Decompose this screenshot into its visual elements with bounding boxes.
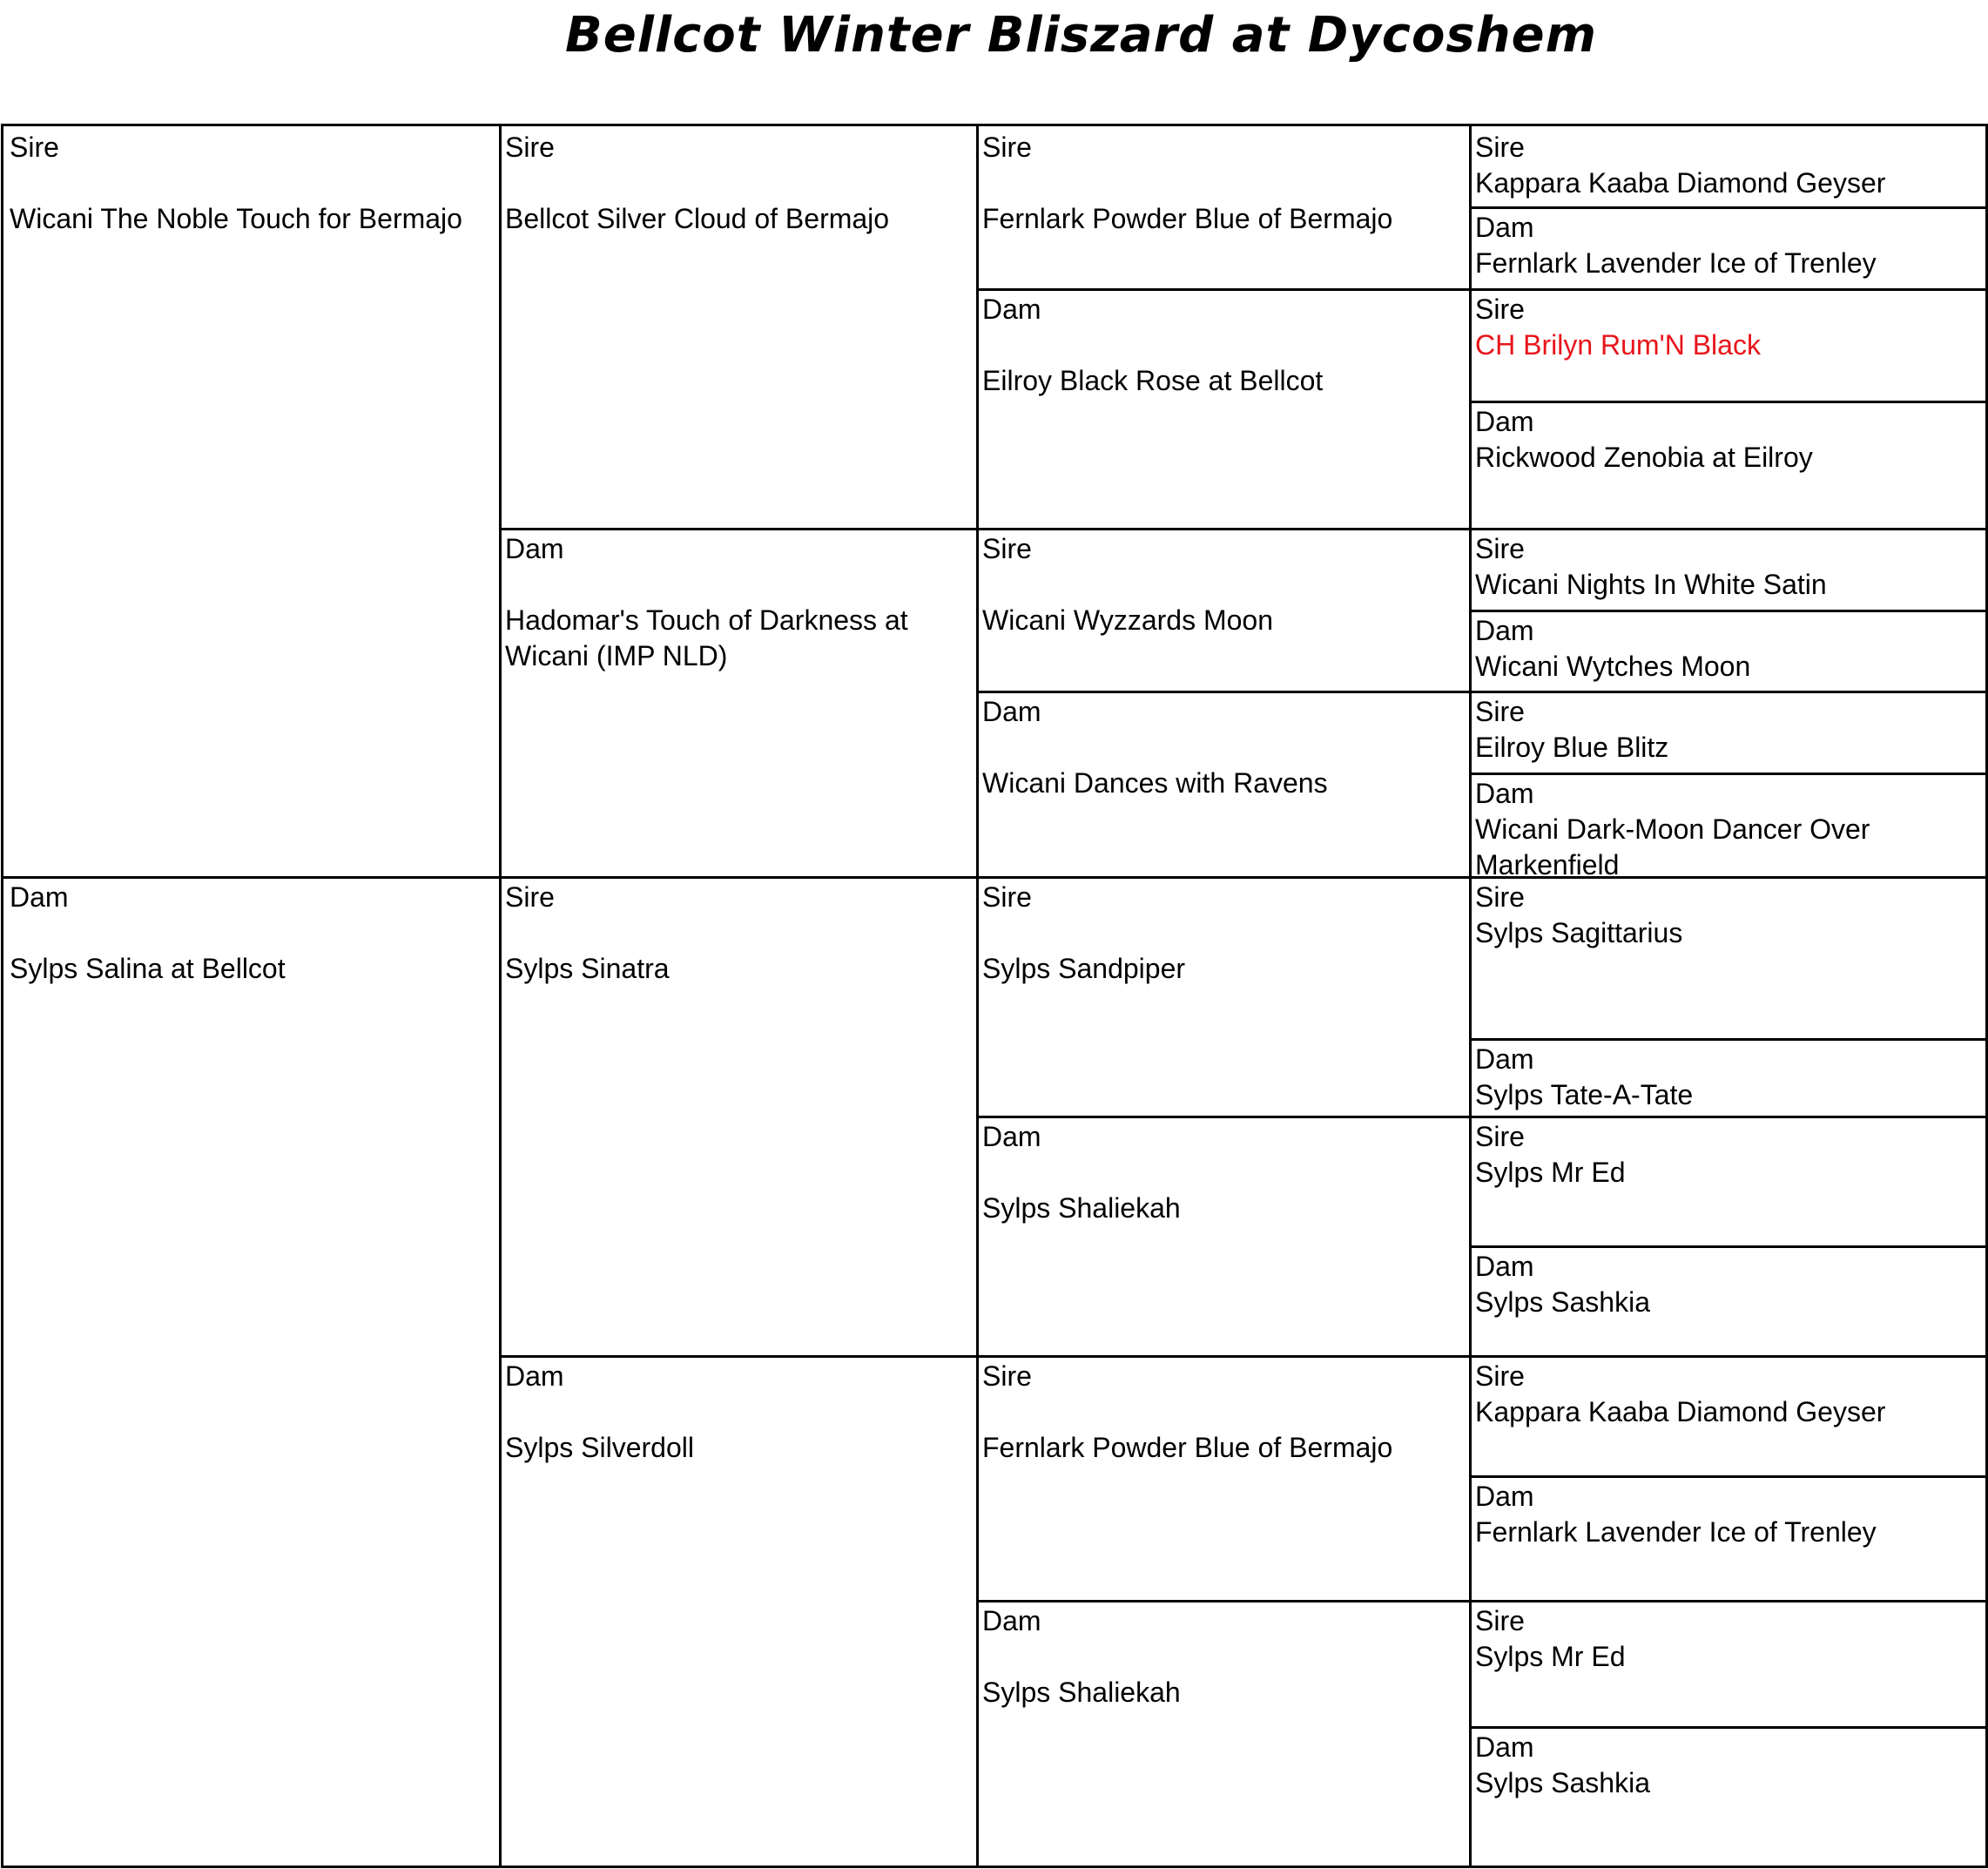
role-label: Sire: [1475, 1605, 1525, 1636]
dog-name: Sylps Salina at Bellcot: [10, 953, 286, 984]
dog-name: Sylps Sashkia: [1475, 1286, 1650, 1318]
role-label: Dam: [982, 1605, 1041, 1636]
role-label: Dam: [505, 533, 564, 564]
gen4-cell: [1469, 1038, 1988, 1118]
dog-name: Bellcot Silver Cloud of Bermajo: [505, 203, 890, 234]
role-label: Sire: [1475, 696, 1525, 727]
dog-name: Rickwood Zenobia at Eilroy: [1475, 442, 1813, 473]
role-label: Sire: [982, 533, 1032, 564]
dog-name: Sylps Mr Ed: [1475, 1641, 1626, 1672]
dog-name: Sylps Shaliekah: [982, 1677, 1181, 1708]
role-label: Sire: [1475, 881, 1525, 913]
gen4-cell: [1469, 126, 1988, 209]
dog-name: Wicani Wytches Moon: [1475, 651, 1751, 682]
role-label: Dam: [1475, 212, 1534, 243]
gen2-cell: [499, 528, 979, 879]
dog-name: Hadomar's Touch of Darkness at Wicani (IMP NLD): [505, 604, 908, 671]
gen1-sire-cell: [3, 126, 502, 879]
gen3-cell: [976, 528, 1472, 693]
gen3-cell: [976, 1116, 1472, 1358]
dog-name: Wicani The Noble Touch for Bermajo: [10, 203, 462, 234]
pedigree-table: [1, 124, 1988, 1868]
dog-name: Wicani Nights In White Satin: [1475, 569, 1827, 600]
role-label: Sire: [982, 881, 1032, 913]
role-label: Dam: [1475, 1043, 1534, 1075]
gen4-cell: [1469, 691, 1988, 775]
dog-name: Fernlark Powder Blue of Bermajo: [982, 1432, 1393, 1463]
dog-name: Fernlark Powder Blue of Bermajo: [982, 203, 1393, 234]
gen4-cell: [1469, 1245, 1988, 1358]
gen4-cell: [1469, 206, 1988, 291]
gen3-cell: [976, 1355, 1472, 1602]
gen4-cell: [1469, 528, 1988, 612]
dog-name: Fernlark Lavender Ice of Trenley: [1475, 247, 1877, 279]
role-label: Sire: [10, 132, 59, 163]
gen4-cell: [1469, 401, 1988, 530]
role-label: Dam: [1475, 778, 1534, 809]
dog-name: Sylps Sandpiper: [982, 953, 1186, 984]
gen4-cell: [1469, 610, 1988, 693]
gen4-cell: [1469, 1726, 1988, 1868]
role-label: Dam: [982, 1121, 1041, 1152]
gen3-cell: [976, 876, 1472, 1118]
role-label: Sire: [1475, 1121, 1525, 1152]
role-label: Sire: [505, 132, 555, 163]
dog-name: Wicani Dances with Ravens: [982, 767, 1328, 799]
gen4-cell: [1469, 1116, 1988, 1248]
dog-name: Fernlark Lavender Ice of Trenley: [1475, 1516, 1877, 1548]
role-label: Sire: [1475, 132, 1525, 163]
gen2-cell: [499, 876, 979, 1358]
role-label: Sire: [1475, 533, 1525, 564]
dog-name: Sylps Tate-A-Tate: [1475, 1079, 1694, 1110]
role-label: Sire: [1475, 294, 1525, 325]
dog-name: Sylps Sagittarius: [1475, 917, 1683, 948]
role-label: Sire: [982, 1360, 1032, 1392]
dog-name: Kappara Kaaba Diamond Geyser: [1475, 167, 1886, 199]
gen3-cell: [976, 1600, 1472, 1868]
dog-name: Sylps Sinatra: [505, 953, 670, 984]
dog-name: Wicani Wyzzards Moon: [982, 604, 1274, 636]
gen3-cell: [976, 288, 1472, 530]
role-label: Dam: [1475, 406, 1534, 437]
role-label: Dam: [982, 294, 1041, 325]
role-label: Dam: [10, 881, 69, 913]
gen4-cell: [1469, 288, 1988, 403]
dog-name: Sylps Shaliekah: [982, 1192, 1181, 1224]
role-label: Sire: [982, 132, 1032, 163]
gen4-cell: [1469, 1600, 1988, 1729]
role-label: Dam: [1475, 1481, 1534, 1512]
gen2-cell: [499, 1355, 979, 1868]
role-label: Sire: [1475, 1360, 1525, 1392]
gen1-dam-cell: [3, 876, 502, 1868]
gen4-cell: [1469, 773, 1988, 879]
dog-name: Kappara Kaaba Diamond Geyser: [1475, 1396, 1886, 1427]
champion-dog-name: CH Brilyn Rum'N Black: [1475, 329, 1761, 361]
gen4-cell: [1469, 1475, 1988, 1602]
role-label: Dam: [1475, 615, 1534, 646]
role-label: Dam: [1475, 1731, 1534, 1763]
gen2-cell: [499, 126, 979, 530]
gen3-cell: [976, 691, 1472, 879]
role-label: Dam: [1475, 1251, 1534, 1282]
dog-name: Wicani Dark-Moon Dancer Over Markenfield: [1475, 813, 1870, 879]
role-label: Sire: [505, 881, 555, 913]
dog-name: Sylps Silverdoll: [505, 1432, 694, 1463]
dog-name: Eilroy Black Rose at Bellcot: [982, 365, 1324, 396]
role-label: Dam: [505, 1360, 564, 1392]
dog-name: Eilroy Blue Blitz: [1475, 732, 1669, 763]
gen3-cell: [976, 126, 1472, 291]
dog-name: Sylps Mr Ed: [1475, 1157, 1626, 1188]
gen4-cell: [1469, 876, 1988, 1041]
role-label: Dam: [982, 696, 1041, 727]
page-title: Bellcot Winter Bliszard at Dycoshem: [565, 7, 1597, 64]
dog-name: Sylps Sashkia: [1475, 1767, 1650, 1798]
gen4-cell: [1469, 1355, 1988, 1478]
